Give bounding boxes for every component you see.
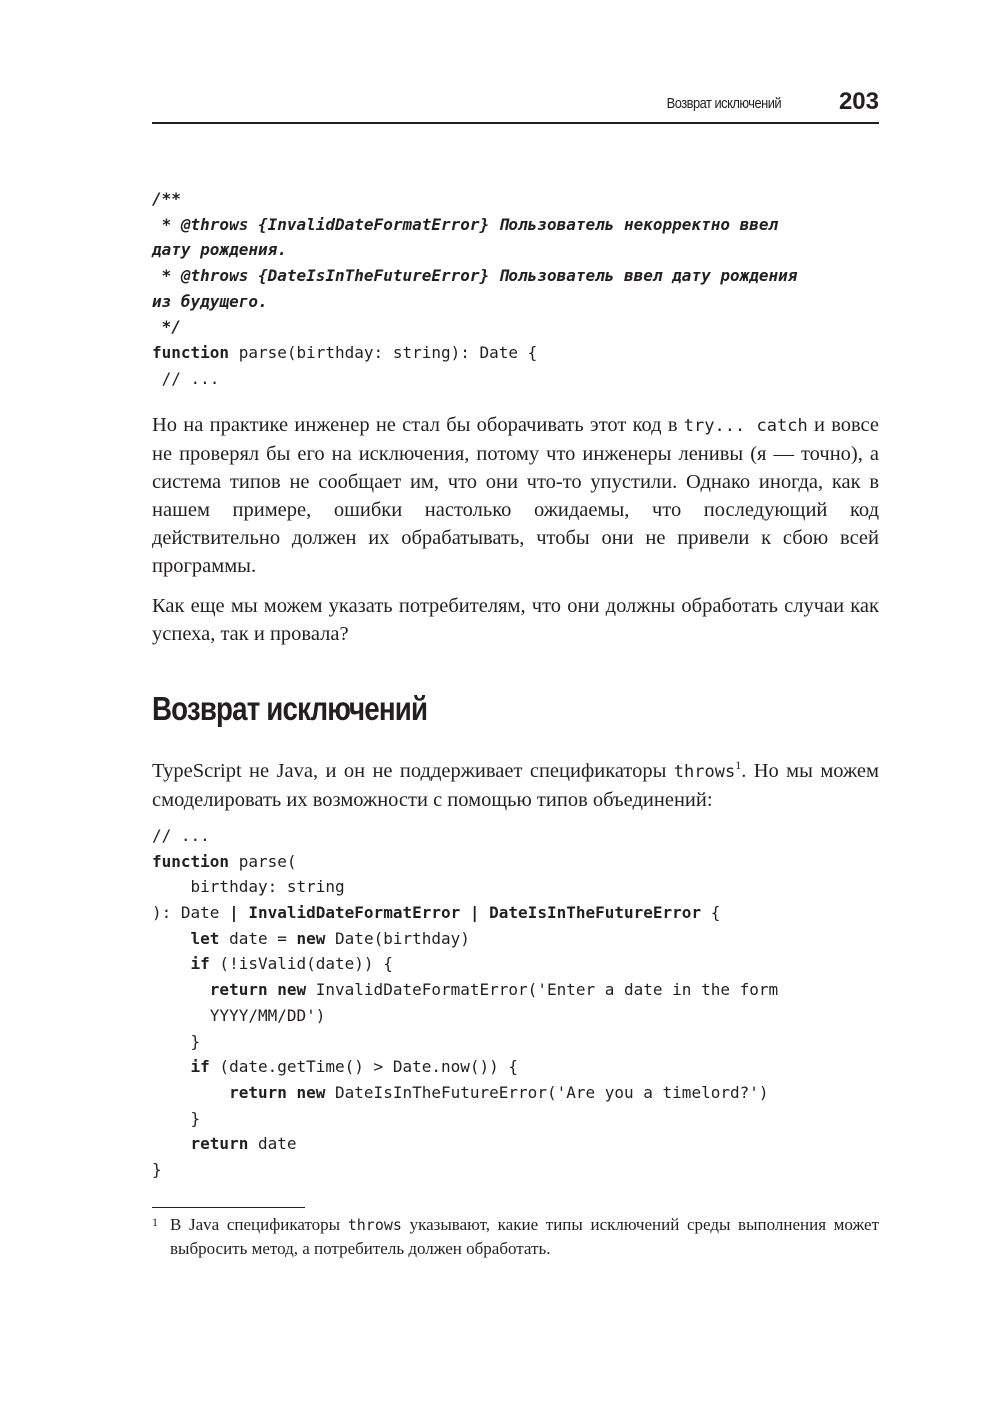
code-token: function (152, 343, 230, 363)
paragraph-text: TypeScript не Java, и он не поддерживает спецификаторы (152, 759, 674, 782)
code-line (152, 1157, 778, 1183)
code-token: parse(birthday: string): Date { (229, 343, 538, 363)
code-line (152, 1080, 778, 1106)
code-line (152, 1003, 778, 1029)
code-token: } (152, 1159, 162, 1179)
paragraph-text: и вовсе не проверял бы его на исключения, потому что инженеры ленивы (я — точно), а система типов не сообщает им, что они что-то упустили. Однако иногда, как в нашем примере, ошибки настолько ожидаемы, что последующий код действительно должен их обрабатывать, чтобы они не привели к сбою всей программы. (152, 414, 879, 577)
footnote (152, 1213, 879, 1261)
code-token: /** (152, 189, 181, 208)
code-line (152, 314, 797, 340)
code-line (152, 874, 778, 900)
code-token: date (248, 1134, 297, 1154)
code-token: if (190, 954, 210, 974)
code-token (152, 954, 191, 973)
code-token: ): Date (152, 903, 230, 923)
code-token: } (152, 1108, 201, 1128)
paragraph-question: Как еще мы можем указать потребителям, что они должны обработать случаи как успеха, так и провала? (152, 595, 879, 645)
code-token: // ... (152, 368, 220, 388)
code-line (152, 849, 778, 875)
code-line (152, 340, 797, 366)
code-line (152, 977, 778, 1003)
code-line (152, 237, 797, 263)
code-token: birthday: string (152, 877, 345, 897)
code-token: * @throws {DateIsInTheFutureError} Пользователь ввел дату рождения (152, 266, 798, 286)
code-token: (date.getTime() > Date.now()) { (209, 1057, 519, 1077)
code-block-jsdoc (152, 186, 797, 392)
code-token: return (190, 1134, 249, 1154)
code-token: из будущего. (152, 291, 268, 311)
code-token: return new (229, 1082, 326, 1102)
code-token: let (190, 928, 220, 948)
code-line (152, 263, 797, 289)
inline-code-throws-footnote: throws (347, 1216, 402, 1234)
code-token: } (152, 1031, 201, 1051)
code-token: parse( (229, 851, 297, 871)
paragraph-text: . Но мы можем смоделировать их возможности с помощью типов объединений: (152, 759, 879, 811)
code-token: DateIsInTheFutureError('Are you a timelord?') (325, 1082, 769, 1102)
page-number: 203 (838, 88, 879, 115)
footnote-text-part: указывают, какие типы исключений среды выполнения может выбросить метод, а потребитель должен обработать. (170, 1215, 879, 1258)
footnote-mark: 1 (152, 1215, 158, 1229)
code-line (152, 212, 797, 238)
code-token: | InvalidDateFormatError | DateIsInTheFutureError (229, 903, 702, 923)
code-line (152, 289, 797, 315)
code-token: */ (152, 317, 181, 337)
code-token: InvalidDateFormatError('Enter a date in the form (306, 980, 779, 1000)
code-line (152, 1029, 778, 1055)
code-token: Date(birthday) (325, 928, 470, 948)
code-line (152, 1054, 778, 1080)
code-line (152, 1106, 778, 1132)
code-token: (!isValid(date)) { (209, 954, 393, 974)
code-line (152, 366, 797, 392)
paragraph-typescript (152, 751, 879, 814)
code-line (152, 1131, 778, 1157)
page-header (152, 88, 879, 124)
code-line (152, 900, 778, 926)
code-line (152, 186, 797, 212)
code-token: if (190, 1057, 210, 1077)
inline-code-throws: throws (673, 761, 736, 782)
code-line (152, 951, 778, 977)
code-block-parse (152, 823, 778, 1183)
paragraph-text: Но на практике инженер не стал бы оборачивать этот код в (152, 414, 684, 436)
code-token: YYYY/MM/DD') (152, 1005, 326, 1025)
section-title: Возврат исключений (152, 690, 428, 727)
code-token (152, 980, 210, 999)
footnote-text-part: В Java спецификаторы (170, 1215, 348, 1234)
code-token (152, 929, 191, 948)
code-token: // ... (152, 826, 210, 845)
inline-code-try-catch: try... catch (683, 416, 808, 436)
code-token: дату рождения. (152, 240, 287, 260)
code-line (152, 926, 778, 952)
code-token (152, 1134, 191, 1153)
footnote-reference: 1 (735, 758, 742, 772)
paragraph-try-catch (152, 411, 879, 580)
code-token: function (152, 851, 230, 871)
running-title: Возврат исключений (666, 95, 781, 112)
footnote-text (152, 1213, 879, 1261)
code-token (152, 1057, 191, 1076)
code-token: new (296, 928, 326, 948)
code-token: date = (219, 928, 297, 948)
code-token: { (701, 903, 721, 923)
code-line (152, 823, 778, 849)
footnote-divider (152, 1207, 305, 1208)
code-token (152, 1083, 229, 1102)
code-token: return new (209, 980, 307, 1000)
code-token: * @throws {InvalidDateFormatError} Пользователь некорректно ввел (152, 214, 779, 234)
